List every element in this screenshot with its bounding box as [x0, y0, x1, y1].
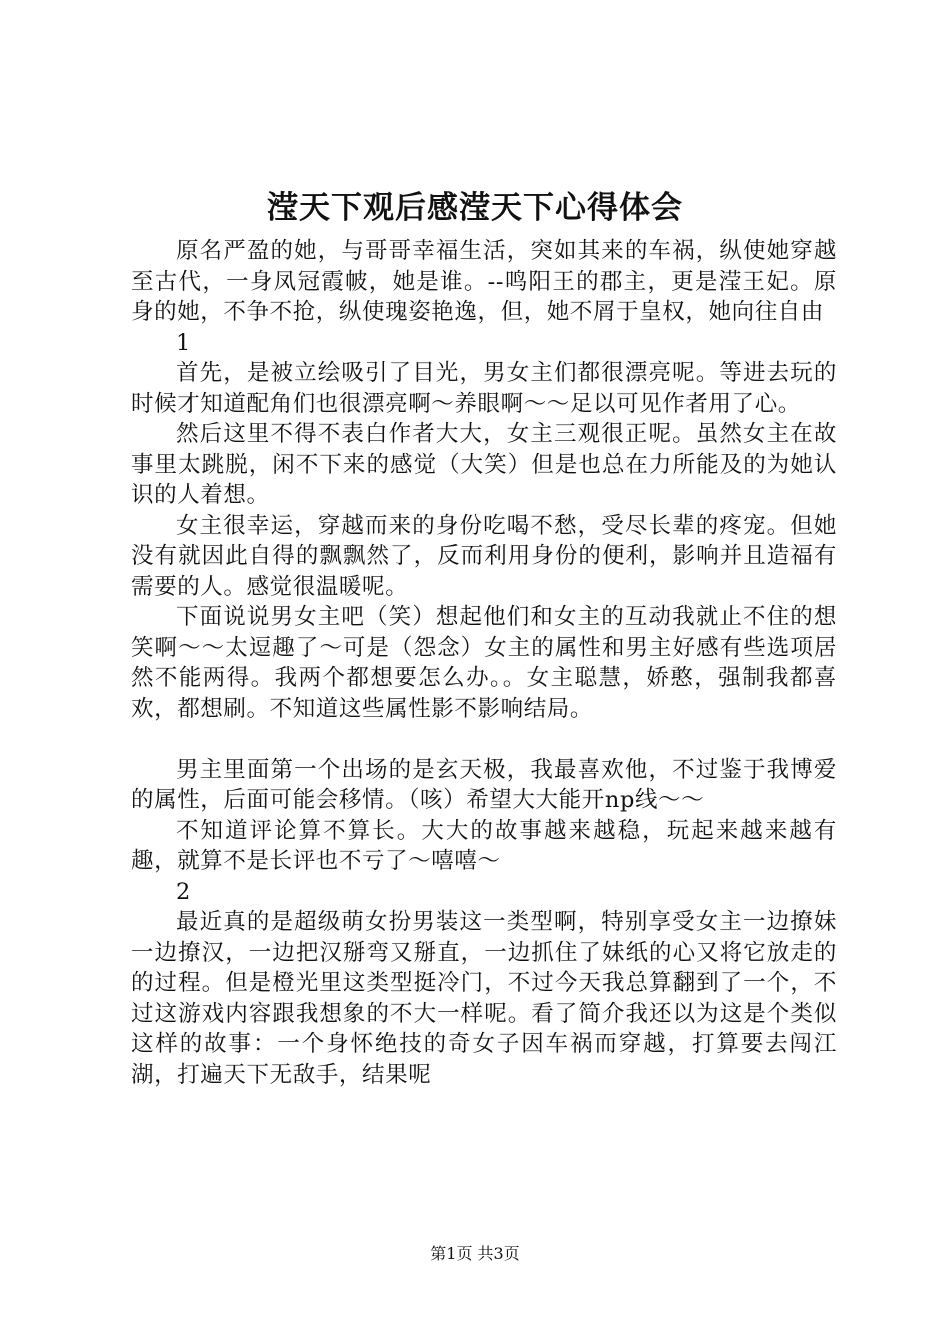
section-number-2: 2 [176, 878, 191, 905]
paragraph: 下面说说男女主吧（笑）想起他们和女主的互动我就止不住的想笑啊～～太逗趣了～可是（怨念）女主的属性和男主好感有些选项居然不能两得。我两个都想要怎么办。。女主聪慧，娇憨，强制我都喜欢，都想刷。不知道这些属性影不影响结局。 [131, 604, 837, 722]
paragraph-intro: 原名严盈的她，与哥哥幸福生活，突如其来的车祸，纵使她穿越至古代，一身凤冠霞帔，她是谁。--鸣阳王的郡主，更是滢王妃。原身的她，不争不抢，纵使瑰姿艳逸，但，她不屑于皇权，她向往自由 [131, 238, 837, 325]
paragraph: 男主里面第一个出场的是玄天极，我最喜欢他，不过鉴于我博爱的属性，后面可能会移情。（咳）希望大大能开np线～～ [131, 756, 837, 813]
paragraph: 首先，是被立绘吸引了目光，男女主们都很漂亮呢。等进去玩的时候才知道配角们也很漂亮啊～养眼啊～～足以可见作者用了心。 [131, 360, 837, 417]
paragraph: 最近真的是超级萌女扮男装这一类型啊，特别享受女主一边撩妹一边撩汉，一边把汉掰弯又掰直，一边抓住了妹纸的心又将它放走的的过程。但是橙光里这类型挺冷门，不过今天我总算翻到了一个，不过这游戏内容跟我想象的不大一样呢。看了简介我还以为这是个类似这样的故事：一个身怀绝技的奇女子因车祸而穿越，打算要去闯江湖，打遍天下无敌手，结果呢 [131, 909, 837, 1088]
paragraph: 女主很幸运，穿越而来的身份吃喝不愁，受尽长辈的疼宠。但她没有就因此自得的飘飘然了，反而利用身份的便利，影响并且造福有需要的人。感觉很温暖呢。 [131, 512, 837, 600]
document-body [131, 236, 837, 1090]
document-title: 滢天下观后感滢天下心得体会 [267, 190, 683, 226]
blank-line [131, 724, 837, 755]
section-number-1: 1 [176, 329, 191, 356]
page-footer: 第1页 共3页 [430, 1244, 520, 1263]
paragraph: 不知道评论算不算长。大大的故事越来越稳，玩起来越来越有趣，就算不是长评也不亏了～嘻嘻～ [131, 817, 837, 874]
paragraph: 然后这里不得不表白作者大大，女主三观很正呢。虽然女主在故事里太跳脱，闲不下来的感觉（大笑）但是也总在力所能及的为她认识的人着想。 [131, 421, 837, 508]
